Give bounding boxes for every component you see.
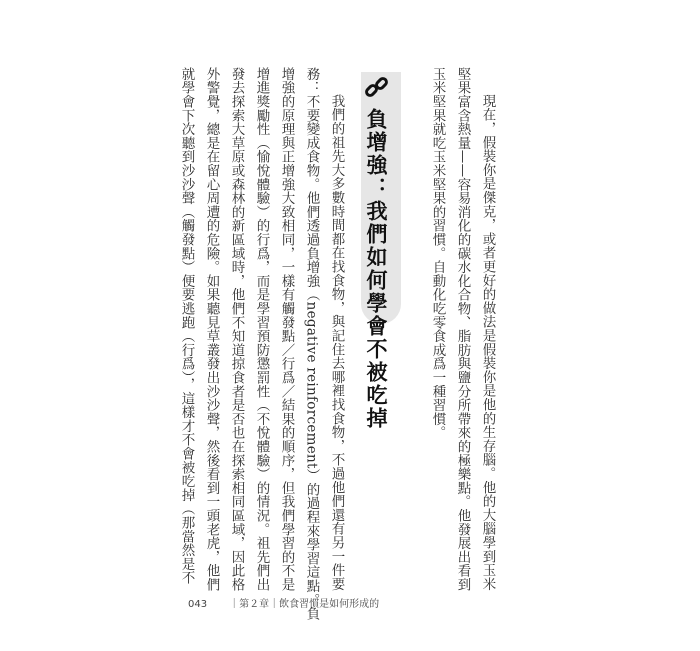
body-line-6: 外警覺，總是在留心周遭的危險。如果聽見草叢發出沙沙聲，然後看到一頭老虎，他們 xyxy=(203,67,220,592)
body-line-7: 就學會下次聽到沙沙聲（觸發點）便要逃跑（行爲），這樣才不會被吃掉（那當然是不 xyxy=(178,67,195,585)
page-footer xyxy=(188,595,379,610)
intro-line-3: 玉米堅果就吃玉米堅果的習慣。自動化吃零食成爲一種習慣。 xyxy=(429,67,446,440)
running-header: ｜第２章｜飲食習慣是如何形成的 xyxy=(229,599,380,610)
intro-line-1: 現在，假裝你是傑克，或者更好的做法是假裝你是他的生存腦。他的大腦學到玉米 xyxy=(479,94,496,591)
body-line-5: 發去探索大草原或森林的新區域時，他們不知道掠食者是否也在探索相同區域，因此格 xyxy=(228,67,245,592)
page-number: 043 xyxy=(188,599,208,610)
chain-link-icon xyxy=(363,74,391,102)
body-line-3: 增強的原理與正增強大致相同，一樣有觸發點／行爲／結果的順序，但我們學習的不是 xyxy=(278,67,295,592)
body-line-4: 增進獎勵性（愉悅體驗）的行爲，而是學習預防懲罰性（不悅體驗）的情況。祖先們出 xyxy=(253,67,270,592)
section-heading: 負增強：我們如何學會不被吃掉 xyxy=(364,108,388,430)
body-line-2: 務：不要變成食物。他們透過負增強（negative reinforcement）的過程來學習這點。負 xyxy=(303,67,320,621)
intro-line-2: 堅果富含熱量——容易消化的碳水化合物、脂肪與鹽分所帶來的極樂點。他發展出看到 xyxy=(454,67,471,592)
body-line-1: 我們的祖先大多數時間都在找食物，與記住去哪裡找食物，不過他們還有另一件要 xyxy=(328,94,345,591)
